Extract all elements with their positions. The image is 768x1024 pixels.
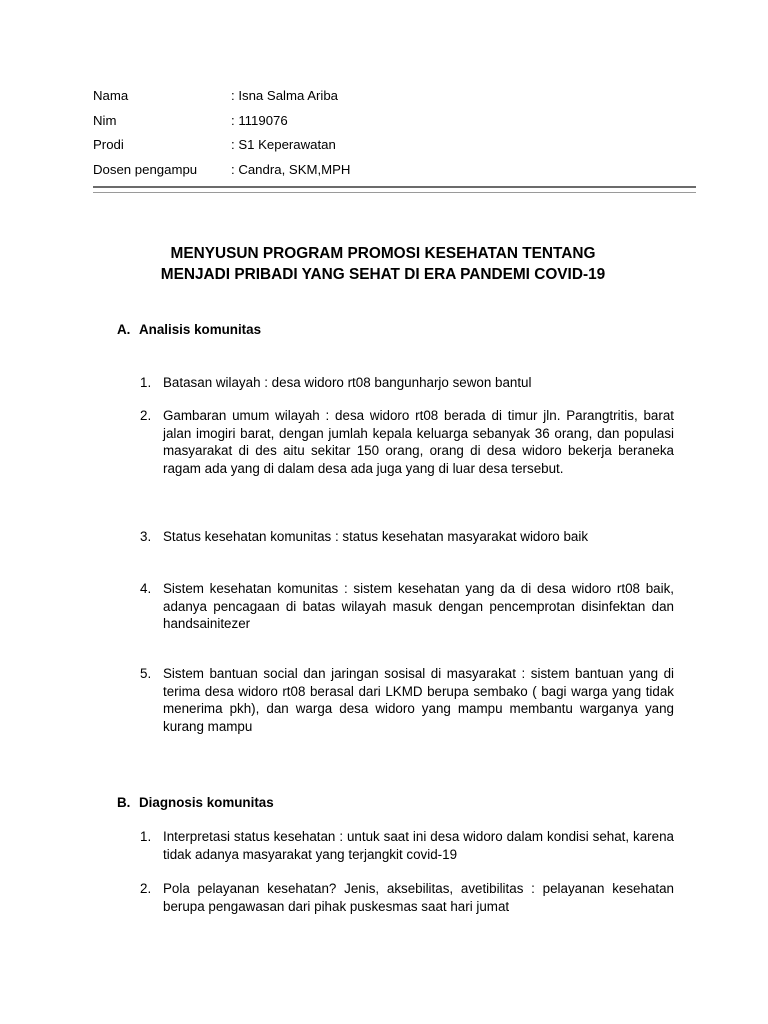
item-number: 4. [140, 581, 152, 596]
info-row-dosen [93, 160, 693, 185]
section-title: Diagnosis komunitas [139, 795, 274, 810]
info-label: Nama [93, 88, 129, 103]
section-title: Analisis komunitas [139, 322, 262, 337]
header-divider-thin [93, 192, 696, 193]
section-letter: B. [117, 795, 131, 810]
title-line-2: MENJADI PRIBADI YANG SEHAT DI ERA PANDEMI COVID-19 [160, 266, 606, 283]
list-item [140, 374, 674, 392]
item-text: Pola pelayanan kesehatan? Jenis, aksebilitas, avetibilitas : pelayanan kesehatan berupa pengawasan dari pihak puskesmas saat hari jumat [163, 881, 674, 914]
item-text: Sistem bantuan social dan jaringan sosisal di masyarakat : sistem bantuan yang di terima desa widoro rt08 berasal dari LKMD berupa sembako ( bagi warga yang tidak menerima pkh), dan warga desa widoro yang mampu membantu warganya yang kurang mampu [163, 666, 674, 734]
section-heading-b [117, 794, 274, 812]
info-row-prodi [93, 135, 693, 160]
list-item [140, 407, 674, 477]
student-info [93, 86, 693, 184]
list-item [140, 665, 674, 735]
item-text: Batasan wilayah : desa widoro rt08 bangunharjo sewon bantul [163, 375, 532, 390]
info-value: : Isna Salma Ariba [231, 88, 339, 103]
item-number: 1. [140, 829, 152, 844]
info-label: Nim [93, 112, 117, 128]
list-item [140, 828, 674, 863]
info-value: : Candra, SKM,MPH [231, 161, 351, 177]
item-number: 2. [140, 881, 152, 896]
section-letter: A. [117, 322, 131, 337]
info-label: Dosen pengampu [93, 161, 198, 177]
item-number: 3. [140, 529, 152, 544]
list-item [140, 528, 674, 546]
list-item [140, 580, 674, 633]
document-title [93, 243, 673, 285]
item-text: Status kesehatan komunitas : status kesehatan masyarakat widoro baik [163, 529, 589, 544]
header-divider-thick [93, 186, 696, 188]
list-item [140, 880, 674, 915]
info-value: : S1 Keperawatan [231, 137, 336, 152]
info-row-nim [93, 111, 693, 136]
item-number: 5. [140, 666, 152, 681]
item-number: 1. [140, 375, 152, 390]
item-number: 2. [140, 408, 152, 423]
item-text: Sistem kesehatan komunitas : sistem kesehatan yang da di desa widoro rt08 baik, adanya pencagaan di batas wilayah masuk dengan pencemprotan disinfektan dan handsainitezer [163, 581, 674, 631]
info-row-nama [93, 86, 693, 111]
title-line-1: MENYUSUN PROGRAM PROMOSI KESEHATAN TENTANG [170, 245, 596, 262]
item-text: Interpretasi status kesehatan : untuk saat ini desa widoro dalam kondisi sehat, karena tidak adanya masyarakat yang terjangkit covid-19 [163, 829, 674, 862]
info-value: : 1119076 [231, 112, 288, 128]
item-text: Gambaran umum wilayah : desa widoro rt08 berada di timur jln. Parangtritis, barat jalan imogiri barat, dengan jumlah kepala keluarga sebanyak 36 orang, dan populasi masyarakat di des aitu sekitar 150 orang, orang di desa widoro bekerja beraneka ragam ada yang di dalam desa ada juga yang di luar desa tersebut. [163, 408, 674, 476]
section-heading-a [117, 321, 261, 339]
info-label: Prodi [93, 137, 124, 152]
